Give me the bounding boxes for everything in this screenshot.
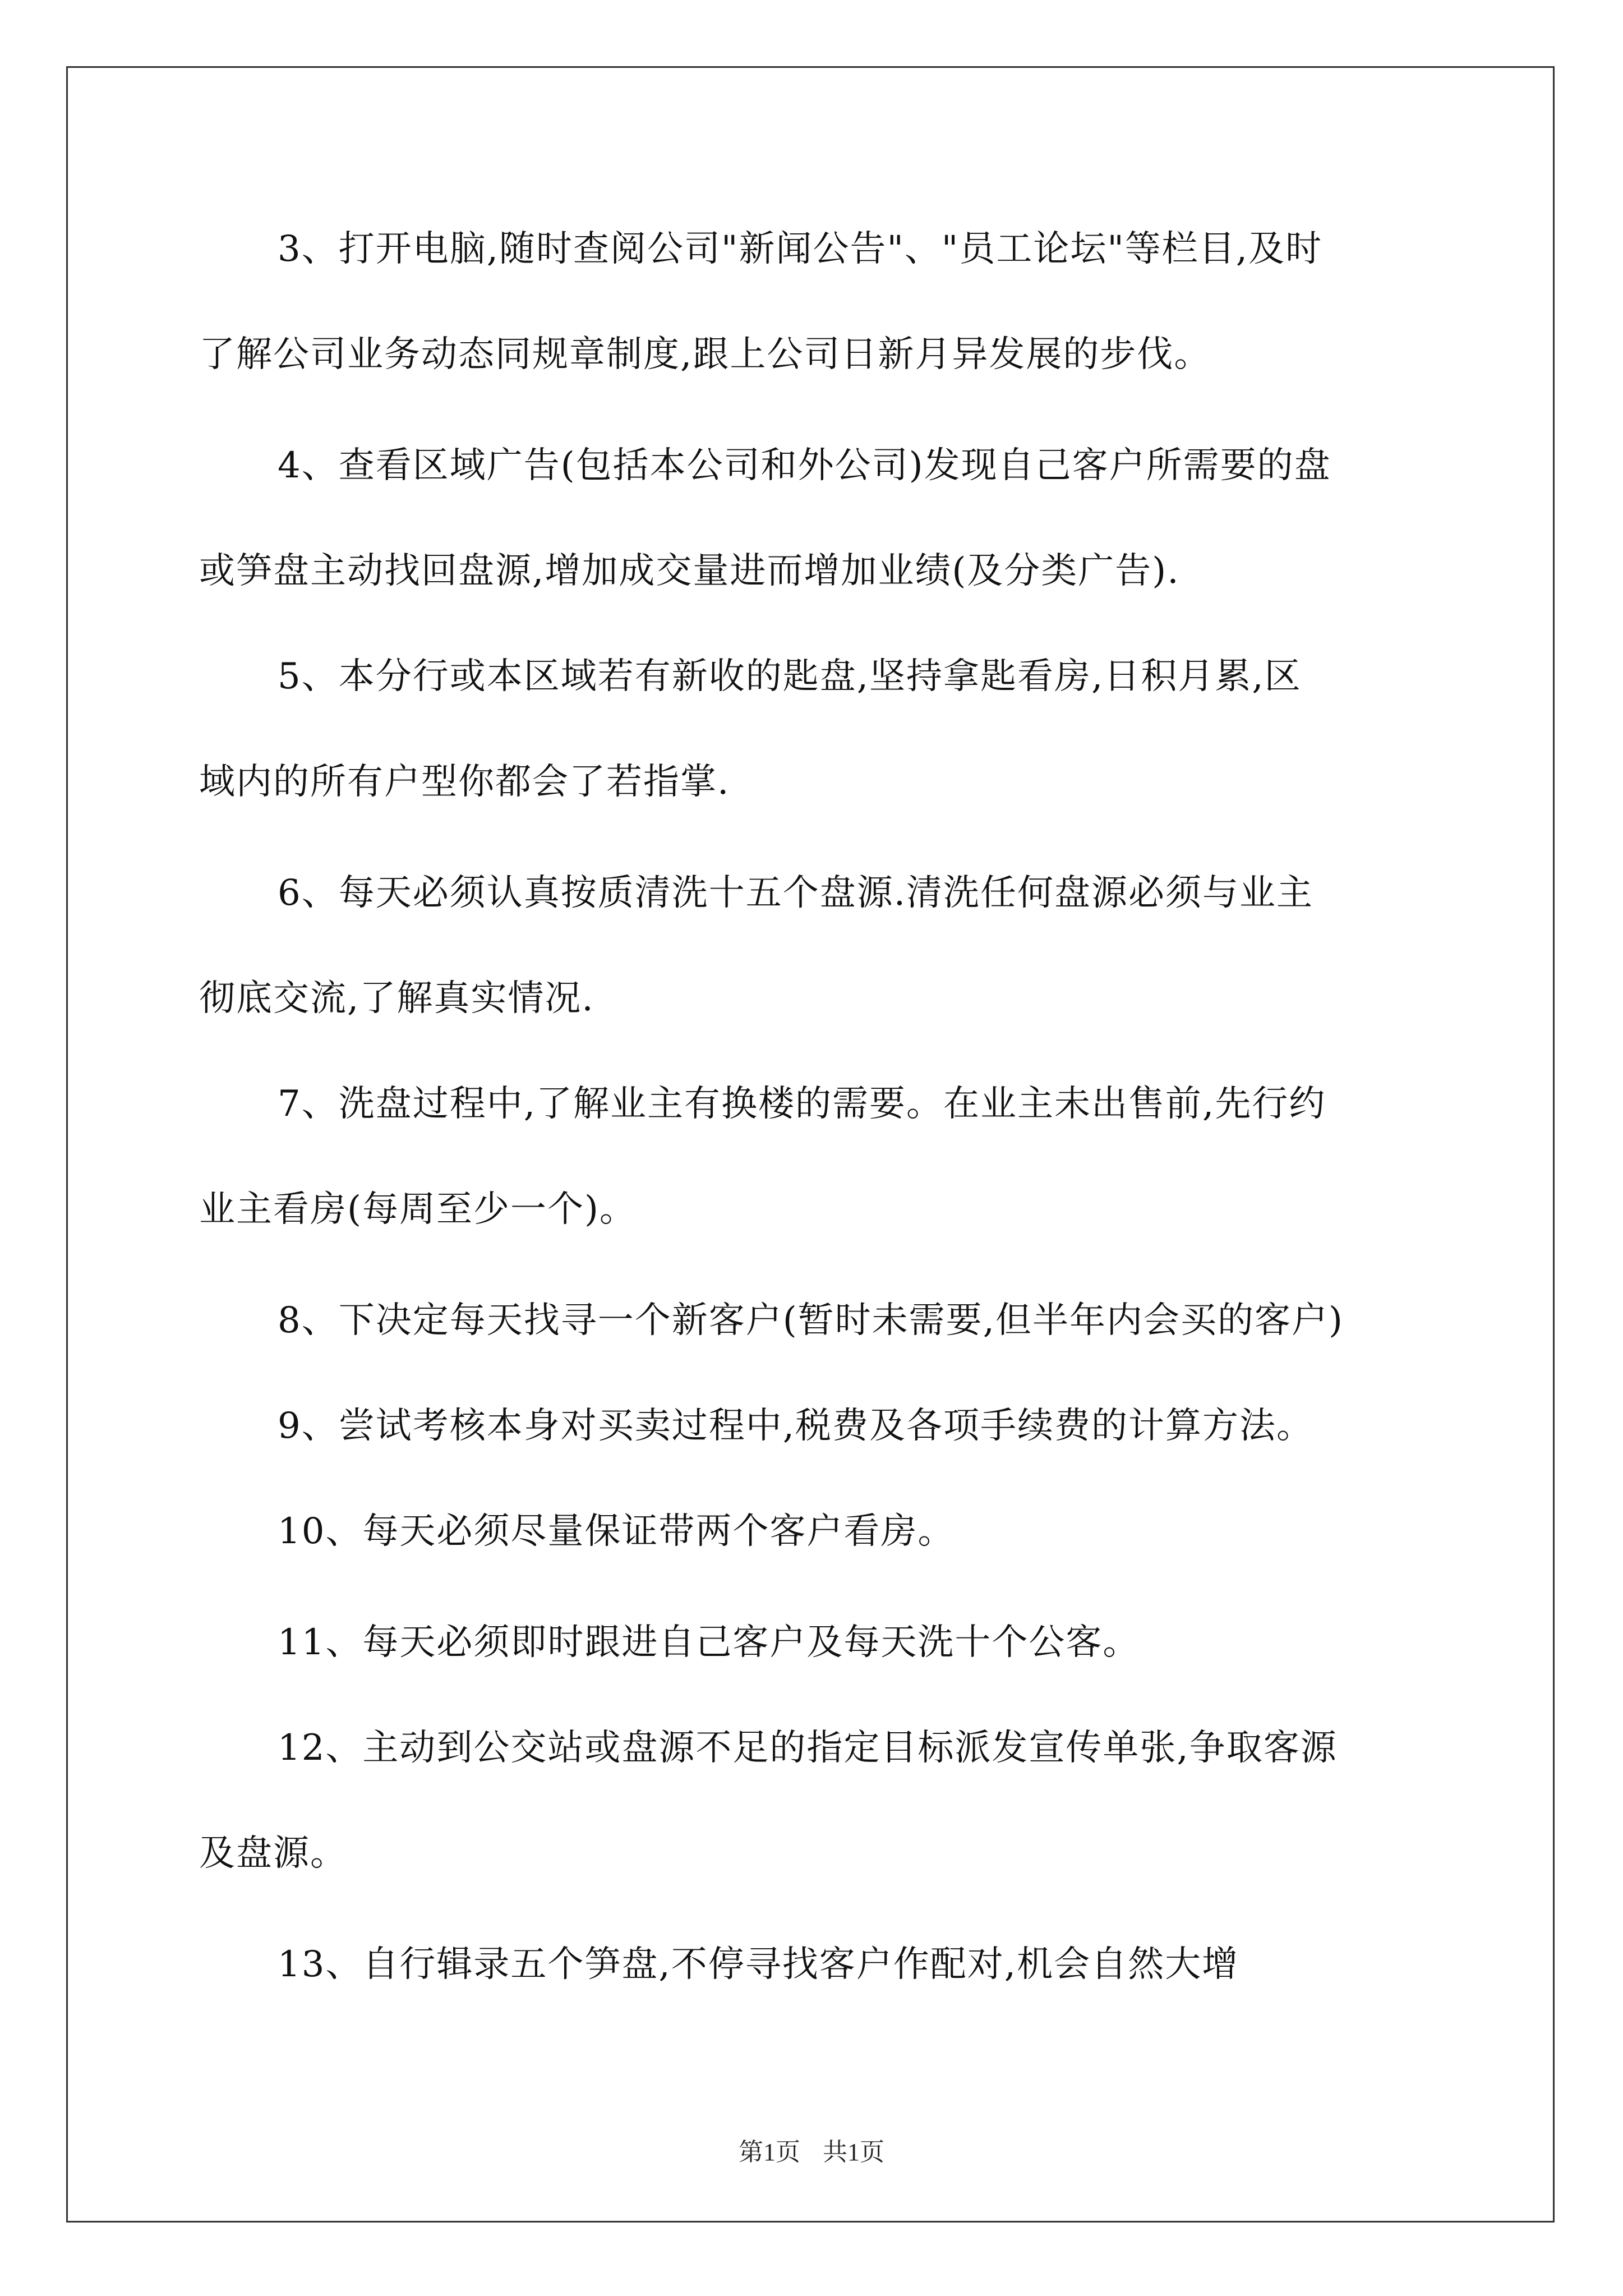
text-line: 彻底交流,了解真实情况.	[199, 978, 594, 1019]
text-line: 了解公司业务动态同规章制度,跟上公司日新月异发展的步伐。	[199, 334, 1211, 375]
text-line: 10、每天必须尽量保证带两个客户看房。	[278, 1511, 955, 1552]
text-line: 及盘源。	[199, 1833, 347, 1874]
text-line: 或笋盘主动找回盘源,增加成交量进而增加业绩(及分类广告).	[199, 550, 1180, 592]
text-line: 4、查看区域广告(包括本公司和外公司)发现自己客户所需要的盘	[278, 445, 1331, 486]
text-line: 7、洗盘过程中,了解业主有换楼的需要。在业主未出售前,先行约	[278, 1083, 1326, 1125]
page-footer	[0, 2132, 1623, 2168]
text-line: 5、本分行或本区域若有新收的匙盘,坚持拿匙看房,日积月累,区	[278, 656, 1302, 697]
text-line: 域内的所有户型你都会了若指掌.	[199, 761, 730, 803]
text-line: 3、打开电脑,随时查阅公司"新闻公告"、"员工论坛"等栏目,及时	[278, 228, 1323, 270]
text-line: 9、尝试考核本身对买卖过程中,税费及各项手续费的计算方法。	[278, 1405, 1314, 1447]
page-border	[66, 66, 1555, 2223]
page-total: 共1页	[823, 2138, 884, 2166]
text-line: 业主看房(每周至少一个)。	[199, 1189, 637, 1230]
text-line: 6、每天必须认真按质清洗十五个盘源.清洗任何盘源必须与业主	[278, 872, 1314, 914]
text-line: 8、下决定每天找寻一个新客户(暂时未需要,但半年内会买的客户)	[278, 1300, 1344, 1341]
page-number: 第1页	[739, 2138, 800, 2166]
text-line: 12、主动到公交站或盘源不足的指定目标派发宣传单张,争取客源	[278, 1727, 1338, 1769]
text-line: 11、每天必须即时跟进自己客户及每天洗十个公客。	[278, 1622, 1140, 1663]
text-line: 13、自行辑录五个笋盘,不停寻找客户作配对,机会自然大增	[278, 1944, 1239, 1985]
